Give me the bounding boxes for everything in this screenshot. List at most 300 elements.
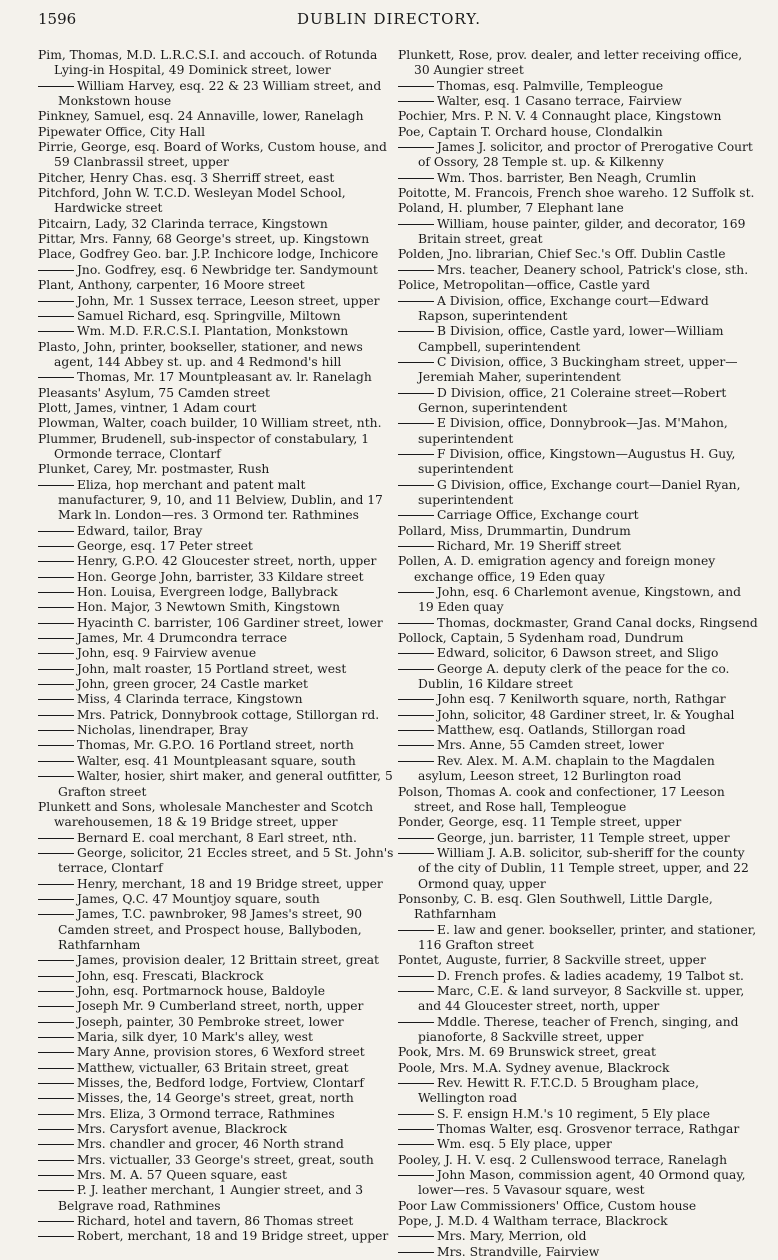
directory-entry [38, 539, 396, 554]
entry-text: James, T.C. pawnbroker, 98 James's street, 90 Camden street, and Prospect house, Ballyboden, Rathfarnham [58, 907, 363, 952]
directory-entry [398, 554, 758, 585]
entry-text: S. F. ensign H.M.'s 10 regiment, 5 Ely place [437, 1106, 711, 1121]
right-column [398, 48, 758, 1260]
directory-entry [38, 416, 396, 431]
directory-entry [398, 631, 758, 646]
ditto-dash [38, 561, 74, 562]
directory-entry [398, 1229, 758, 1244]
page-header [0, 10, 778, 32]
ditto-dash [38, 899, 74, 900]
entry-text: Plummer, Brudenell, sub-inspector of constabulary, 1 Ormonde terrace, Clontarf [38, 431, 370, 461]
entry-text: Plasto, John, printer, bookseller, stationer, and news agent, 144 Abbey st. up. and 4 Redmond's hill [38, 339, 363, 369]
directory-entry [398, 923, 758, 954]
directory-entry [398, 846, 758, 892]
entry-text: Henry, G.P.O. 42 Gloucester street, north, upper [77, 554, 377, 569]
entry-text: A Division, office, Exchange court—Edward Rapson, superintendent [418, 293, 709, 323]
entry-text: Richard, hotel and tavern, 86 Thomas street [77, 1214, 354, 1229]
directory-entry [38, 754, 396, 769]
entry-text: Henry, merchant, 18 and 19 Bridge street, upper [77, 876, 383, 891]
entry-text: Ponsonby, C. B. esq. Glen Southwell, Little Dargle, Rathfarnham [398, 891, 713, 922]
ditto-dash [38, 1236, 74, 1237]
entry-text: Rev. Hewitt R. F.T.C.D. 5 Brougham place, Wellington road [418, 1076, 699, 1106]
entry-text: Misses, the, Bedford lodge, Fortview, Clontarf [77, 1076, 364, 1091]
entry-text: James, Q.C. 47 Mountjoy square, south [77, 891, 320, 906]
ditto-dash [38, 1037, 74, 1038]
directory-entry [398, 1015, 758, 1046]
directory-entry [398, 1245, 758, 1260]
directory-entry [38, 1107, 396, 1122]
directory-entry [398, 1045, 758, 1060]
ditto-dash [38, 577, 74, 578]
ditto-dash [38, 914, 74, 915]
directory-entry [38, 340, 396, 371]
directory-entry [398, 953, 758, 968]
ditto-dash [38, 86, 74, 87]
ditto-dash [38, 684, 74, 685]
directory-entry [38, 631, 396, 646]
entry-text: Hon. George John, barrister, 33 Kildare street [77, 569, 364, 584]
directory-entry [38, 877, 396, 892]
directory-entry [38, 232, 396, 247]
entry-text: Plunket, Carey, Mr. postmaster, Rush [38, 462, 270, 477]
directory-entry [398, 1122, 758, 1137]
directory-entry [398, 278, 758, 293]
entry-text: John, esq. 6 Charlemont avenue, Kingstown, and 19 Eden quay [418, 585, 742, 615]
entry-text: Poland, H. plumber, 7 Elephant lane [398, 201, 624, 216]
ditto-dash [38, 1022, 74, 1023]
ditto-dash [398, 423, 434, 424]
entry-text: Mrs. chandler and grocer, 46 North strand [77, 1137, 344, 1152]
entry-text: Thomas, Mr. 17 Mountpleasant av. lr. Ranelagh [77, 370, 372, 385]
directory-entry [38, 1153, 396, 1168]
ditto-dash [398, 147, 434, 148]
entry-text: Walter, hosier, shirt maker, and general outfitter, 5 Grafton street [58, 769, 393, 799]
ditto-dash [38, 853, 74, 854]
ditto-dash [38, 1114, 74, 1115]
entry-text: Plowman, Walter, coach builder, 10 William street, nth. [38, 416, 382, 431]
ditto-dash [38, 377, 74, 378]
entry-text: Edward, tailor, Bray [77, 523, 203, 538]
directory-entry [398, 125, 758, 140]
ditto-dash [38, 730, 74, 731]
entry-text: Marc, C.E. & land surveyor, 8 Sackville st. upper, and 44 Gloucester street, north, upper [418, 983, 745, 1014]
entry-text: Plunkett, Rose, prov. dealer, and letter receiving office, 30 Aungier street [398, 48, 743, 78]
entry-text: B Division, office, Castle yard, lower—William Campbell, superintendent [418, 324, 724, 354]
entry-text: Wm. Thos. barrister, Ben Neagh, Crumlin [437, 170, 697, 185]
directory-entry [38, 1168, 396, 1183]
directory-entry [398, 140, 758, 171]
ditto-dash [398, 1129, 434, 1130]
entry-text: E. law and gener. bookseller, printer, and stationer, 116 Grafton street [418, 922, 757, 952]
entry-text: William Harvey, esq. 22 & 23 William street, and Monkstown house [58, 78, 382, 109]
entry-text: Poole, Mrs. M.A. Sydney avenue, Blackrock [398, 1060, 670, 1075]
entry-text: George, jun. barrister, 11 Temple street, upper [437, 830, 730, 845]
entry-text: Pinkney, Samuel, esq. 24 Annaville, lower, Ranelagh [38, 109, 364, 124]
entry-text: Poitotte, M. Francois, French shoe wareho. 12 Suffolk st. [398, 186, 755, 201]
ditto-dash [398, 1022, 434, 1023]
directory-entry [398, 754, 758, 785]
directory-entry [38, 907, 396, 953]
entry-text: Mrs. Carysfort avenue, Blackrock [77, 1122, 287, 1137]
ditto-dash [38, 1221, 74, 1222]
ditto-dash [38, 653, 74, 654]
entry-text: Nicholas, linendraper, Bray [77, 723, 249, 738]
ditto-dash [398, 1175, 434, 1176]
entry-text: Pope, J. M.D. 4 Waltham terrace, Blackrock [398, 1214, 668, 1229]
ditto-dash [38, 1006, 74, 1007]
directory-entry [38, 953, 396, 968]
directory-entry [398, 524, 758, 539]
entry-text: Pook, Mrs. M. 69 Brunswick street, great [398, 1045, 656, 1060]
entry-text: Pollen, A. D. emigration agency and foreign money exchange office, 19 Eden quay [398, 554, 716, 584]
directory-entry [38, 554, 396, 569]
directory-entry [38, 800, 396, 831]
directory-entry [38, 1061, 396, 1076]
entry-text: Pitcher, Henry Chas. esq. 3 Sherriff street, east [38, 170, 335, 185]
directory-entry [398, 815, 758, 830]
directory-entry [38, 432, 396, 463]
ditto-dash [398, 301, 434, 302]
entry-text: John esq. 7 Kenilworth square, north, Rathgar [437, 692, 726, 707]
ditto-dash [398, 730, 434, 731]
directory-entry [38, 370, 396, 385]
directory-entry [398, 892, 758, 923]
directory-entry [398, 109, 758, 124]
directory-entry [38, 278, 396, 293]
ditto-dash [398, 362, 434, 363]
directory-entry [38, 692, 396, 707]
entry-text: Rev. Alex. M. A.M. chaplain to the Magdalen asylum, Leeson street, 12 Burlington road [418, 753, 715, 784]
directory-entry [398, 1076, 758, 1107]
entry-text: Pollock, Captain, 5 Sydenham road, Dundrum [398, 631, 684, 646]
ditto-dash [398, 745, 434, 746]
ditto-dash [38, 715, 74, 716]
entry-text: Wm. M.D. F.R.C.S.I. Plantation, Monkstown [77, 324, 349, 339]
directory-entry [398, 355, 758, 386]
entry-text: Pitchford, John W. T.C.D. Wesleyan Model School, Hardwicke street [38, 186, 346, 216]
directory-entry [38, 662, 396, 677]
entry-text: Hyacinth C. barrister, 106 Gardiner street, lower [77, 615, 383, 630]
entry-text: F Division, office, Kingstown—Augustus H. Guy, superintendent [418, 446, 736, 477]
directory-entry [38, 109, 396, 124]
directory-entry [38, 677, 396, 692]
entry-text: Police, Metropolitan—office, Castle yard [398, 278, 650, 293]
entry-text: William, house painter, gilder, and decorator, 169 Britain street, great [418, 216, 746, 247]
ditto-dash [38, 638, 74, 639]
ditto-dash [38, 1175, 74, 1176]
directory-entry [398, 508, 758, 523]
entry-text: P. J. leather merchant, 1 Aungier street, and 3 Belgrave road, Rathmines [58, 1183, 364, 1213]
directory-entry [38, 217, 396, 232]
entry-text: Mrs. Mary, Merrion, old [437, 1229, 587, 1244]
directory-entry [38, 48, 396, 79]
directory-entry [38, 999, 396, 1014]
entry-text: John, solicitor, 48 Gardiner street, lr. & Youghal [437, 707, 735, 722]
directory-entry [38, 478, 396, 524]
ditto-dash [38, 546, 74, 547]
directory-entry [398, 785, 758, 816]
ditto-dash [398, 991, 434, 992]
ditto-dash [38, 301, 74, 302]
directory-entry [398, 708, 758, 723]
directory-entry [38, 324, 396, 339]
ditto-dash [398, 101, 434, 102]
ditto-dash [398, 86, 434, 87]
directory-entry [38, 309, 396, 324]
entry-text: Hon. Major, 3 Newtown Smith, Kingstown [77, 600, 341, 615]
entry-text: Wm. esq. 5 Ely place, upper [437, 1137, 612, 1152]
directory-entry [398, 186, 758, 201]
entry-text: Thomas, esq. Palmville, Templeogue [437, 78, 664, 93]
entry-text: John, esq. 9 Fairview avenue [77, 646, 257, 661]
directory-entry [398, 324, 758, 355]
directory-entry [398, 539, 758, 554]
ditto-dash [398, 454, 434, 455]
directory-entry [398, 831, 758, 846]
ditto-dash [38, 623, 74, 624]
directory-entry [38, 723, 396, 738]
entry-text: Matthew, victualler, 63 Britain street, great [77, 1060, 349, 1075]
ditto-dash [398, 699, 434, 700]
directory-entry [38, 708, 396, 723]
entry-text: Polden, Jno. librarian, Chief Sec.'s Off. Dublin Castle [398, 247, 726, 262]
directory-entry [398, 94, 758, 109]
entry-text: James, provision dealer, 12 Brittain street, great [77, 953, 379, 968]
directory-entry [398, 1168, 758, 1199]
ditto-dash [398, 178, 434, 179]
directory-entry [398, 79, 758, 94]
ditto-dash [398, 1114, 434, 1115]
entry-text: John, esq. Portmarnock house, Baldoyle [77, 983, 326, 998]
entry-text: Edward, solicitor, 6 Dawson street, and Sligo [437, 646, 719, 661]
directory-entry [38, 1229, 396, 1244]
directory-entry [398, 1199, 758, 1214]
ditto-dash [38, 1068, 74, 1069]
entry-text: Pooley, J. H. V. esq. 2 Cullenswood terrace, Ranelagh [398, 1152, 728, 1167]
directory-entry [38, 1183, 396, 1214]
directory-entry [398, 692, 758, 707]
directory-entry [38, 462, 396, 477]
entry-text: Pollard, Miss, Drummartin, Dundrum [398, 523, 631, 538]
entry-text: Plant, Anthony, carpenter, 16 Moore street [38, 278, 305, 293]
directory-entry [38, 171, 396, 186]
entry-text: Mrs. victualler, 33 George's street, great, south [77, 1152, 374, 1167]
entry-text: Misses, the, 14 George's street, great, north [77, 1091, 354, 1106]
directory-entry [398, 723, 758, 738]
entry-text: G Division, office, Exchange court—Daniel Ryan, superintendent [418, 477, 741, 507]
directory-entry [38, 969, 396, 984]
entry-text: Thomas, Mr. G.P.O. 16 Portland street, north [77, 738, 354, 753]
ditto-dash [38, 531, 74, 532]
ditto-dash [38, 838, 74, 839]
directory-entry [38, 401, 396, 416]
entry-text: E Division, office, Donnybrook—Jas. M'Mahon, superintendent [418, 416, 728, 446]
page-number: 1596 [38, 10, 77, 28]
directory-entry [38, 386, 396, 401]
entry-text: Ponder, George, esq. 11 Temple street, upper [398, 815, 682, 830]
directory-entry [38, 616, 396, 631]
entry-text: John Mason, commission agent, 40 Ormond quay, lower—res. 5 Vavasour square, west [418, 1168, 746, 1198]
directory-entry [38, 1015, 396, 1030]
ditto-dash [38, 1083, 74, 1084]
directory-entry [398, 1214, 758, 1229]
entry-text: Pim, Thomas, M.D. L.R.C.S.I. and accouch. of Rotunda Lying-in Hospital, 49 Dominick street, lower [38, 48, 378, 78]
entry-text: Thomas Walter, esq. Grosvenor terrace, Rathgar [437, 1122, 740, 1137]
directory-entry [38, 831, 396, 846]
ditto-dash [38, 1098, 74, 1099]
directory-entry [398, 48, 758, 79]
entry-text: Mrs. M. A. 57 Queen square, east [77, 1168, 287, 1183]
ditto-dash [38, 960, 74, 961]
entry-text: James, Mr. 4 Drumcondra terrace [77, 631, 287, 646]
ditto-dash [398, 485, 434, 486]
directory-entry [38, 846, 396, 877]
entry-text: D Division, office, 21 Coleraine street—Robert Gernon, superintendent [418, 385, 727, 415]
ditto-dash [398, 1236, 434, 1237]
directory-entry [398, 969, 758, 984]
directory-entry [398, 201, 758, 216]
directory-entry [38, 600, 396, 615]
entry-text: Pontet, Auguste, furrier, 8 Sackville street, upper [398, 953, 706, 968]
entry-text: Richard, Mr. 19 Sheriff street [437, 539, 622, 553]
directory-entry [38, 585, 396, 600]
entry-text: Hon. Louisa, Evergreen lodge, Ballybrack [77, 585, 338, 600]
directory-entry [38, 524, 396, 539]
ditto-dash [38, 699, 74, 700]
ditto-dash [38, 776, 74, 777]
directory-entry [38, 294, 396, 309]
ditto-dash [38, 1190, 74, 1191]
directory-entry [398, 171, 758, 186]
entry-text: Joseph, painter, 30 Pembroke street, lower [77, 1014, 344, 1029]
ditto-dash [398, 515, 434, 516]
ditto-dash [38, 1160, 74, 1161]
directory-entry [398, 662, 758, 693]
entry-text: Walter, esq. 41 Mountpleasant square, south [77, 753, 356, 768]
running-title: DUBLIN DIRECTORY. [296, 10, 481, 28]
entry-text: Matthew, esq. Oatlands, Stillorgan road [437, 723, 686, 738]
entry-text: Mrs. Patrick, Donnybrook cottage, Stillorgan rd. [77, 707, 380, 722]
directory-entry [38, 1137, 396, 1152]
directory-entry [398, 984, 758, 1015]
directory-entry [398, 478, 758, 509]
directory-entry [398, 738, 758, 753]
directory-entry [398, 1107, 758, 1122]
ditto-dash [398, 976, 434, 977]
ditto-dash [38, 745, 74, 746]
entry-text: Mrs. teacher, Deanery school, Patrick's close, sth. [437, 262, 749, 277]
directory-entry [38, 1045, 396, 1060]
directory-entry [38, 186, 396, 217]
directory-entry [38, 738, 396, 753]
directory-entry [38, 263, 396, 278]
entry-text: Pirrie, George, esq. Board of Works, Custom house, and 59 Clanbrassil street, upper [38, 140, 387, 170]
entry-text: George, solicitor, 21 Eccles street, and 5 St. John's terrace, Clontarf [58, 845, 394, 876]
ditto-dash [398, 546, 434, 547]
ditto-dash [38, 270, 74, 271]
entry-text: C Division, office, 3 Buckingham street, upper—Jeremiah Maher, superintendent [418, 354, 738, 385]
ditto-dash [398, 669, 434, 670]
directory-entry [38, 125, 396, 140]
directory-entry [38, 1091, 396, 1106]
entry-text: Miss, 4 Clarinda terrace, Kingstown [77, 692, 303, 707]
ditto-dash [38, 485, 74, 486]
entry-text: Poe, Captain T. Orchard house, Clondalkin [398, 124, 663, 139]
directory-entry [38, 646, 396, 661]
directory-entry [38, 892, 396, 907]
entry-text: Pipewater Office, City Hall [38, 124, 206, 139]
directory-entry [38, 1030, 396, 1045]
ditto-dash [398, 653, 434, 654]
entry-text: Mddle. Therese, teacher of French, singing, and pianoforte, 8 Sackville street, upper [418, 1014, 739, 1044]
entry-text: John, malt roaster, 15 Portland street, west [77, 661, 347, 676]
entry-text: Jno. Godfrey, esq. 6 Newbridge ter. Sandymount [77, 262, 378, 277]
directory-entry [398, 386, 758, 417]
ditto-dash [398, 224, 434, 225]
ditto-dash [398, 1252, 434, 1253]
entry-text: William J. A.B. solicitor, sub-sheriff for the county of the city of Dublin, 11 Temple street, upper, and 22 Ormond quay, upper [418, 845, 749, 891]
entry-text: Polson, Thomas A. cook and confectioner, 17 Leeson street, and Rose hall, Templeogue [398, 784, 725, 814]
ditto-dash [398, 761, 434, 762]
entry-text: Eliza, hop merchant and patent malt manufacturer, 9, 10, and 11 Belview, Dublin, and 17 Mark ln. London—res. 3 Ormond ter. Rathmines [58, 477, 383, 523]
entry-text: Pochier, Mrs. P. N. V. 4 Connaught place, Kingstown [398, 109, 722, 124]
entry-text: Carriage Office, Exchange court [437, 508, 639, 523]
entry-text: Walter, esq. 1 Casano terrace, Fairview [437, 94, 682, 109]
ditto-dash [38, 669, 74, 670]
ditto-dash [398, 393, 434, 394]
ditto-dash [38, 592, 74, 593]
entry-text: John, esq. Frescati, Blackrock [77, 968, 264, 983]
directory-entry [38, 247, 396, 262]
ditto-dash [398, 623, 434, 624]
directory-entry [38, 769, 396, 800]
entry-text: George A. deputy clerk of the peace for the co. Dublin, 16 Kildare street [418, 661, 730, 692]
directory-entry [38, 1122, 396, 1137]
ditto-dash [398, 930, 434, 931]
directory-entry [38, 140, 396, 171]
entry-text: George, esq. 17 Peter street [77, 539, 253, 553]
ditto-dash [398, 715, 434, 716]
entry-text: Poor Law Commissioners' Office, Custom house [398, 1198, 697, 1213]
ditto-dash [38, 884, 74, 885]
ditto-dash [398, 1144, 434, 1145]
entry-text: Plott, James, vintner, 1 Adam court [38, 400, 257, 415]
entry-text: Samuel Richard, esq. Springville, Miltown [77, 308, 341, 323]
ditto-dash [398, 853, 434, 854]
directory-entry [38, 570, 396, 585]
entry-text: Mrs. Eliza, 3 Ormond terrace, Rathmines [77, 1106, 335, 1121]
directory-entry [398, 416, 758, 447]
directory-entry [38, 79, 396, 110]
entry-text: Bernard E. coal merchant, 8 Earl street, nth. [77, 830, 357, 845]
entry-text: Pittar, Mrs. Fanny, 68 George's street, up. Kingstown [38, 232, 370, 247]
ditto-dash [398, 331, 434, 332]
ditto-dash [38, 316, 74, 317]
directory-entry [38, 1214, 396, 1229]
directory-entry [398, 646, 758, 661]
ditto-dash [38, 761, 74, 762]
directory-entry [398, 247, 758, 262]
entry-text: Mrs. Anne, 55 Camden street, lower [437, 738, 664, 753]
left-column [38, 48, 396, 1245]
directory-entry [38, 1076, 396, 1091]
ditto-dash [38, 1052, 74, 1053]
entry-text: Pitcairn, Lady, 32 Clarinda terrace, Kingstown [38, 216, 328, 231]
ditto-dash [398, 592, 434, 593]
directory-entry [398, 616, 758, 631]
ditto-dash [398, 838, 434, 839]
entry-text: John, green grocer, 24 Castle market [77, 677, 308, 692]
